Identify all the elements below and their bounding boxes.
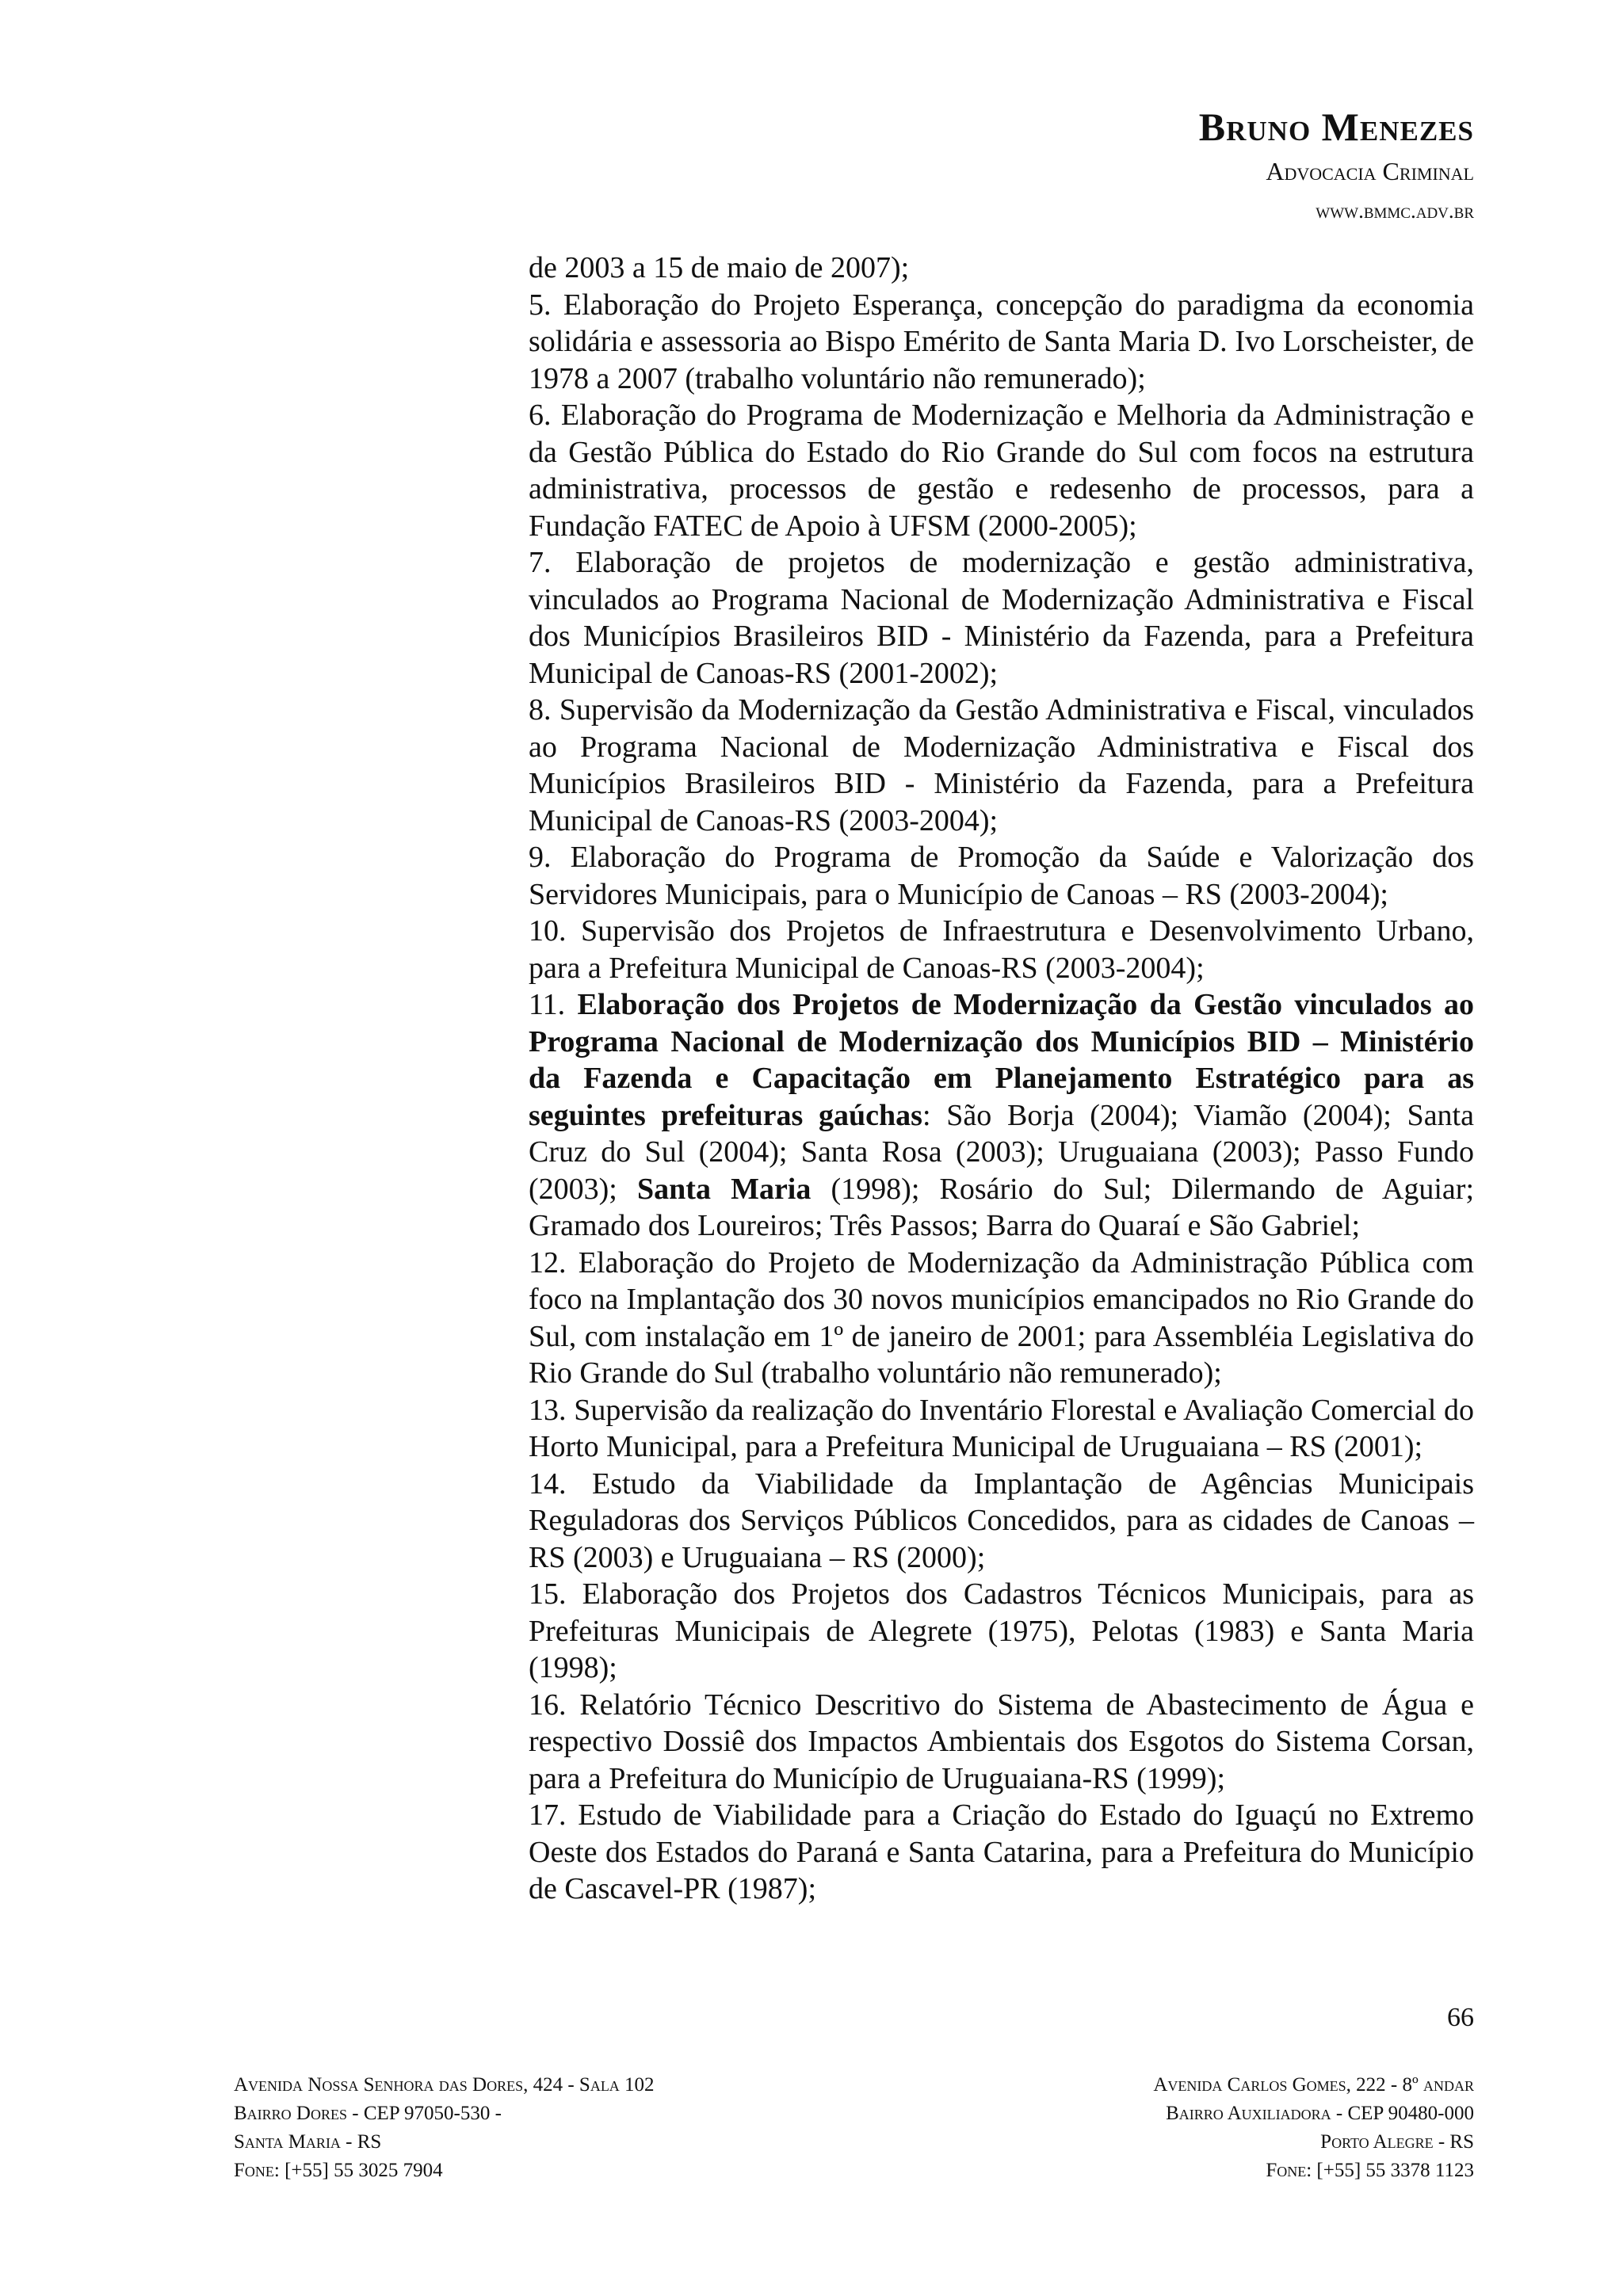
list-item-16: 16. Relatório Técnico Descritivo do Sistema de Abastecimento de Água e respectivo Dossiê dos Impactos Ambientais dos Esgotos do Sistema Corsan, para a Prefeitura do Município de Uruguaiana-RS (1999); — [529, 1688, 1474, 1795]
footer-right-line-4: Fone: [+55] 55 3378 1123 — [1266, 2160, 1474, 2181]
list-item-13: 13. Supervisão da realização do Inventário Florestal e Avaliação Comercial do Horto Municipal, para a Prefeitura Municipal de Uruguaiana – RS (2001); — [529, 1393, 1474, 1463]
footer-left-line-2: Bairro Dores - CEP 97050-530 - — [234, 2103, 502, 2124]
list-item-11 — [529, 986, 1474, 1245]
list-item-11-cities: : São Borja (2004); Viamão (2004); Santa Cruz do Sul (2004); Santa Rosa (2003); Uruguaiana (2003); Passo Fundo (2003); — [529, 1098, 1474, 1206]
page-number: 66 — [1447, 2003, 1474, 2032]
firm-name: Bruno Menezes — [1198, 105, 1474, 149]
footer-left-line-1: Avenida Nossa Senhora das Dores, 424 - Sala 102 — [234, 2074, 655, 2096]
footer-right-line-3: Porto Alegre - RS — [1320, 2131, 1474, 2153]
list-item-8: 8. Supervisão da Modernização da Gestão Administrativa e Fiscal, vinculados ao Programa Nacional de Modernização Administrativa e Fiscal dos Municípios Brasileiros BID - Ministério da Fazenda, para a Prefeitura Municipal de Canoas-RS (2003-2004); — [529, 693, 1474, 837]
list-item-10: 10. Supervisão dos Projetos de Infraestrutura e Desenvolvimento Urbano, para a Prefeitura Municipal de Canoas-RS (2003-2004); — [529, 914, 1474, 985]
footer-address-santa-maria — [234, 2071, 655, 2185]
footer-left-line-4: Fone: [+55] 55 3025 7904 — [234, 2160, 443, 2181]
list-item-17: 17. Estudo de Viabilidade para a Criação do Estado do Iguaçú no Extremo Oeste dos Estados do Paraná e Santa Catarina, para a Prefeitura do Município de Cascavel-PR (1987); — [529, 1798, 1474, 1905]
list-item-15: 15. Elaboração dos Projetos dos Cadastros Técnicos Municipais, para as Prefeituras Municipais de Alegrete (1975), Pelotas (1983) e Santa Maria (1998); — [529, 1577, 1474, 1684]
list-item-11-bold: Elaboração dos Projetos de Modernização da Gestão vinculados ao Programa Nacional de Modernização dos Municípios BID – Ministério da Fazenda e Capacitação em Planejamento Estratégico para as seguintes prefeituras gaúchas — [529, 988, 1474, 1132]
footer-address-porto-alegre — [1153, 2071, 1474, 2185]
list-item-11-number: 11. — [529, 988, 578, 1021]
list-item-11-santa-maria: Santa Maria — [637, 1172, 812, 1206]
document-body — [529, 250, 1474, 1908]
list-item-6: 6. Elaboração do Programa de Modernização e Melhoria da Administração e da Gestão Pública do Estado do Rio Grande do Sul com focos na estrutura administrativa, processos de gestão e redesenho de processos, para a Fundação FATEC de Apoio à UFSM (2000-2005); — [529, 399, 1474, 543]
footer-right-line-1: Avenida Carlos Gomes, 222 - 8º andar — [1153, 2074, 1474, 2096]
list-item-9: 9. Elaboração do Programa de Promoção da Saúde e Valorização dos Servidores Municipais, para o Município de Canoas – RS (2003-2004); — [529, 841, 1474, 911]
list-item-5: 5. Elaboração do Projeto Esperança, concepção do paradigma da economia solidária e assessoria ao Bispo Emérito de Santa Maria D. Ivo Lorscheister, de 1978 a 2007 (trabalho voluntário não remunerado); — [529, 288, 1474, 395]
letterhead — [1199, 103, 1474, 227]
footer-right-line-2: Bairro Auxiliadora - CEP 90480-000 — [1166, 2103, 1474, 2124]
firm-subtitle: Advocacia Criminal — [1266, 157, 1474, 185]
list-item-12: 12. Elaboração do Projeto de Modernização da Administração Pública com foco na Implantação dos 30 novos municípios emancipados no Rio Grande do Sul, com instalação em 1º de janeiro de 2001; para Assembléia Legislativa do Rio Grande do Sul (trabalho voluntário não remunerado); — [529, 1245, 1474, 1390]
list-item-14: 14. Estudo da Viabilidade da Implantação de Agências Municipais Reguladoras dos Serviços Públicos Concedidos, para as cidades de Canoas – RS (2003) e Uruguaiana – RS (2000); — [529, 1466, 1474, 1574]
footer-left-line-3: Santa Maria - RS — [234, 2131, 382, 2153]
paragraph-continued: de 2003 a 15 de maio de 2007); — [529, 251, 910, 284]
list-item-7: 7. Elaboração de projetos de modernização e gestão administrativa, vinculados ao Programa Nacional de Modernização Administrativa e Fiscal dos Municípios Brasileiros BID - Ministério da Fazenda, para a Prefeitura Municipal de Canoas-RS (2001-2002); — [529, 546, 1474, 690]
firm-website: www.bmmc.adv.br — [1316, 199, 1474, 223]
list-item-11-end: (1998); Rosário do Sul; Dilermando de Aguiar; Gramado dos Loureiros; Três Passos; Barra do Quaraí e São Gabriel; — [529, 1172, 1474, 1242]
